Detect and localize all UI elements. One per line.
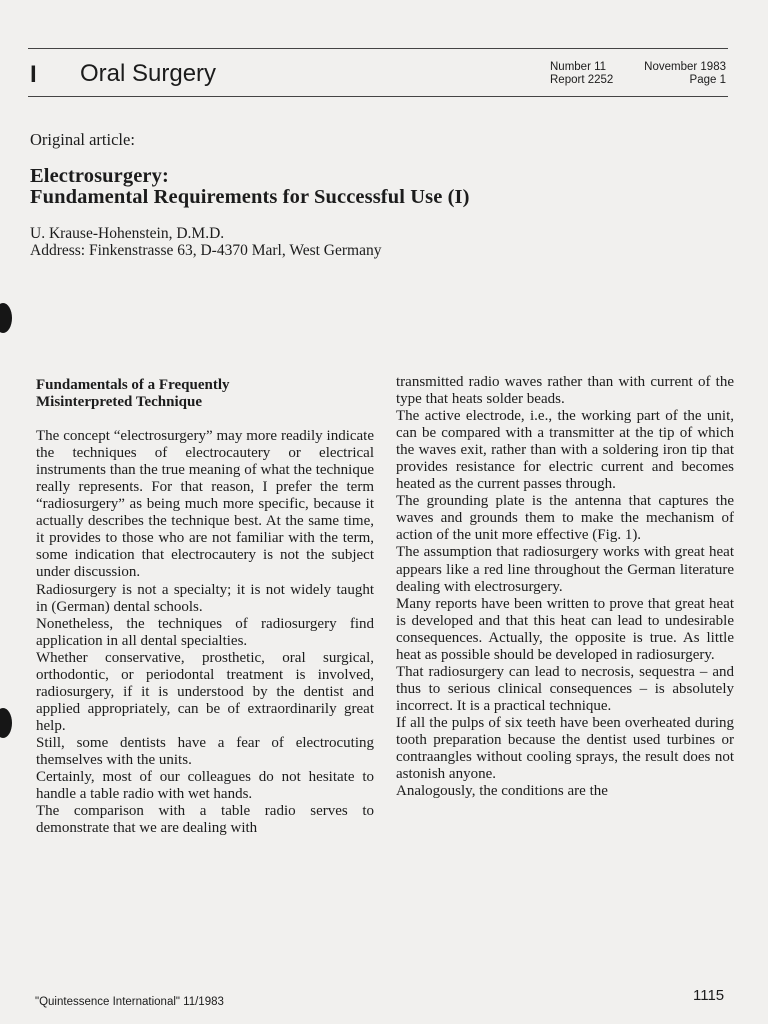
binder-hole-bottom xyxy=(0,708,12,738)
body-paragraph: The grounding plate is the antenna that captures the waves and grounds them to make the mechanism of action of the unit more effective (Fig. 1). xyxy=(396,493,734,544)
right-column xyxy=(396,374,734,800)
body-paragraph: transmitted radio waves rather than with current of the type that heats solder beads. xyxy=(396,374,734,408)
footer-journal: "Quintessence International" 11/1983 xyxy=(35,996,224,1008)
body-paragraph: The assumption that radiosurgery works with great heat appears like a red line throughout the German literature dealing with electrosurgery. xyxy=(396,544,734,595)
section-mark: I xyxy=(30,61,37,88)
page-number: 1115 xyxy=(693,987,725,1004)
author-address: Address: Finkenstrasse 63, D-4370 Marl, West Germany xyxy=(30,242,382,259)
body-paragraph: Still, some dentists have a fear of electrocuting themselves with the units. xyxy=(36,734,374,768)
section-heading-line1: Fundamentals of a Frequently xyxy=(36,377,230,393)
issue-number: Number 11 xyxy=(550,61,607,73)
binder-hole-top xyxy=(0,303,12,333)
body-paragraph: Certainly, most of our colleagues do not hesitate to handle a table radio with wet hands. xyxy=(36,769,374,803)
body-paragraph: Radiosurgery is not a specialty; it is not widely taught in (German) dental schools. xyxy=(36,581,374,615)
left-column xyxy=(36,377,374,837)
body-paragraph: If all the pulps of six teeth have been overheated during tooth preparation because the dentist used turbines or contraangles without cooling sprays, the result does not astonish anyone. xyxy=(396,714,734,783)
body-paragraph: The concept “electrosurgery” may more readily indicate the techniques of electrocautery or electrical instruments than the true meaning of what the technique really represents. For that reason, I prefer the term “radiosurgery” as being much more specific, because it actually describes the technique best. At the same time, it provides to those who are not familiar with the term, some indication that electrocautery is not the subject under discussion. xyxy=(36,428,374,581)
author: U. Krause-Hohenstein, D.M.D. xyxy=(30,225,225,242)
body-paragraph: Whether conservative, prosthetic, oral surgical, orthodontic, or periodontal treatment is involved, radiosurgery, if it is understood by the dentist and applied appropriately, can be of extraordinarily great help. xyxy=(36,649,374,734)
body-paragraph: Nonetheless, the techniques of radiosurgery find application in all dental specialties. xyxy=(36,615,374,649)
article-title-line1: Electrosurgery: xyxy=(30,165,169,187)
report-number: Report 2252 xyxy=(550,74,614,86)
section-heading xyxy=(36,377,374,411)
header-meta-row1 xyxy=(550,61,726,73)
page-label: Page 1 xyxy=(689,74,726,86)
body-paragraph: Many reports have been written to prove that great heat is developed and that this heat can lead to undesirable consequences. Actually, the opposite is true. As little heat as possible should be developed in radiosurgery. xyxy=(396,595,734,663)
body-paragraph: That radiosurgery can lead to necrosis, sequestra – and thus to serious clinical consequences – is absolutely incorrect. It is a practical technique. xyxy=(396,663,734,714)
body-paragraph: The comparison with a table radio serves to demonstrate that we are dealing with xyxy=(36,803,374,837)
body-paragraph: The active electrode, i.e., the working part of the unit, can be compared with a transmitter at the tip of which the waves exit, rather than with a soldering iron tip that provides resistance for electric current and becomes heated as the current passes through. xyxy=(396,408,734,493)
section-heading-line2: Misinterpreted Technique xyxy=(36,394,202,411)
header-top-rule xyxy=(28,48,728,49)
header-bottom-rule xyxy=(28,96,728,97)
body-paragraph: Analogously, the conditions are the xyxy=(396,783,608,800)
journal-section-title: Oral Surgery xyxy=(80,60,217,87)
article-type: Original article: xyxy=(30,130,135,149)
issue-date: November 1983 xyxy=(644,61,726,73)
header-meta-row2 xyxy=(550,74,726,86)
article-title-line2: Fundamental Requirements for Successful Use (I) xyxy=(30,186,470,208)
